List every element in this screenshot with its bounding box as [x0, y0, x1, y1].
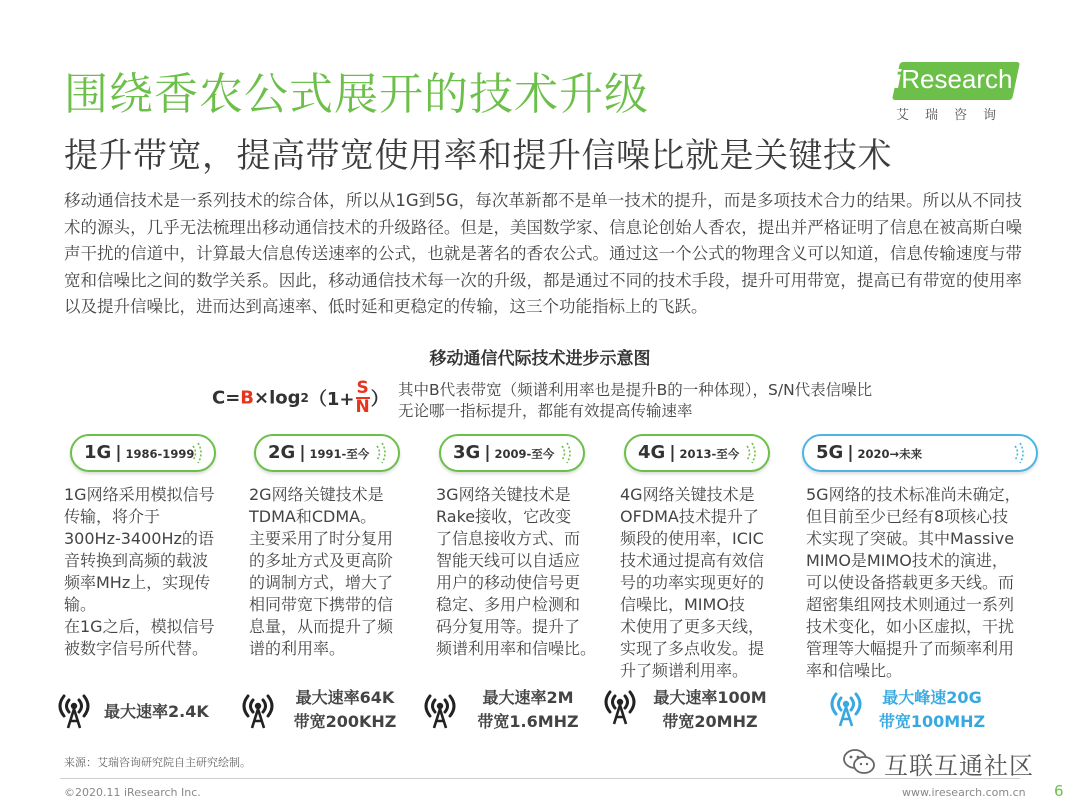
antenna-icon — [826, 688, 866, 728]
antenna-icon — [54, 690, 94, 730]
speed-label-primary: 最大速率100M — [653, 688, 767, 707]
generation-description-2g — [249, 484, 427, 660]
iresearch-logo — [890, 62, 1030, 128]
antenna-icon — [238, 690, 278, 730]
speed-block-5g — [826, 686, 1006, 736]
speed-label-primary: 最大速率2M — [482, 688, 574, 707]
description-line: 相同带宽下携带的信 — [249, 595, 394, 614]
description-line: 超密集组网技术则通过一系列 — [806, 595, 1015, 614]
page-title: 围绕香农公式展开的技术升级 — [64, 69, 649, 120]
antenna-icon — [420, 690, 460, 730]
speed-label-secondary: 带宽1.6MHZ — [477, 712, 579, 731]
formula-bandwidth: B — [240, 387, 255, 409]
generation-years: 2013-至今 — [679, 447, 740, 461]
formula-log-base: 2 — [300, 391, 309, 405]
signal-waves-icon — [374, 442, 388, 464]
generation-years: 2020→未来 — [857, 447, 923, 461]
description-line: 但目前至少已经有8项核心技 — [806, 507, 1009, 526]
source-note: 来源：艾瑞咨询研究院自主研究绘制。 — [64, 756, 251, 769]
speed-label-secondary: 带宽100MHZ — [878, 712, 986, 731]
description-line: 输。 — [64, 595, 97, 614]
speed-block-4g — [600, 686, 790, 736]
speed-block-3g — [420, 686, 600, 736]
generation-years: 1986-1999 — [125, 447, 195, 461]
generation-separator: | — [847, 443, 854, 463]
description-line: 稳定、多用户检测和 — [436, 595, 581, 614]
description-line: 管理等大幅提升了而频率利用 — [806, 639, 1015, 658]
description-line: 传输，将介于 — [64, 507, 161, 526]
description-line: 谱的利用率。 — [249, 639, 346, 658]
formula-desc-line2: 无论哪一指标提升，都能有效提高传输速率 — [398, 402, 693, 420]
generation-separator: | — [299, 443, 306, 463]
description-line: 被数字信号所代替。 — [64, 639, 209, 658]
generation-years: 1991-至今 — [309, 447, 370, 461]
description-line: 1G网络采用模拟信号 — [64, 485, 215, 504]
speed-block-1g — [54, 690, 234, 740]
description-line: 了信息接收方式、而 — [436, 529, 581, 548]
page-number: 6 — [1054, 782, 1064, 800]
description-line: Rake接收，它改变 — [436, 507, 572, 526]
shannon-formula — [212, 380, 389, 424]
generation-pill-3g — [439, 434, 585, 472]
formula-snr-fraction — [356, 380, 370, 416]
description-line: 频率MHz上，实现传 — [64, 573, 211, 592]
description-line: 率和信噪比。 — [806, 661, 903, 680]
formula-noise: N — [355, 397, 370, 417]
description-line: MIMO是MIMO技术的演进， — [806, 551, 1008, 570]
description-line: 300Hz-3400Hz的语 — [64, 529, 214, 548]
signal-waves-icon — [1012, 442, 1026, 464]
formula-description — [398, 380, 872, 422]
speed-label-primary: 最大速率2.4K — [104, 702, 209, 721]
speed-label-primary: 最大峰速20G — [882, 688, 982, 707]
description-line: 4G网络关键技术是 — [620, 485, 755, 504]
description-line: 的调制方式，增大了 — [249, 573, 394, 592]
watermark-text: 互联互通社区 — [884, 752, 1034, 780]
signal-waves-icon — [744, 442, 758, 464]
description-line: 息量，从而提升了频 — [249, 617, 394, 636]
description-line: 术使用了更多天线， — [620, 617, 765, 636]
generation-separator: | — [669, 443, 676, 463]
copyright: ©2020.11 iResearch Inc. — [64, 786, 201, 799]
generation-label: 4G — [638, 442, 666, 463]
description-line: 信噪比，MIMO技 — [620, 595, 745, 614]
logo-brand: Research — [901, 64, 1013, 94]
antenna-icon — [600, 686, 640, 726]
description-line: 升了频谱利用率。 — [620, 661, 749, 680]
diagram-title: 移动通信代际技术进步示意图 — [429, 349, 651, 369]
generation-label: 2G — [268, 442, 296, 463]
description-line: 主要采用了时分复用 — [249, 529, 394, 548]
description-line: 智能天线可以自适应 — [436, 551, 581, 570]
description-line: 码分复用等。提升了 — [436, 617, 581, 636]
generation-pill-2g — [254, 434, 400, 472]
description-line: 实现了多点收发。提 — [620, 639, 765, 658]
generation-description-4g — [620, 484, 792, 682]
description-line: 频谱利用率和信噪比。 — [436, 639, 597, 658]
description-line: TDMA和CDMA。 — [249, 507, 377, 526]
formula-paren-close: ） — [370, 389, 389, 410]
generation-description-1g — [64, 484, 242, 660]
description-line: 在1G之后，模拟信号 — [64, 617, 215, 636]
footer-divider — [60, 778, 1020, 779]
wechat-icon — [842, 748, 876, 776]
speed-label-primary: 最大速率64K — [295, 688, 395, 707]
logo-prefix: i — [894, 64, 902, 94]
generation-pill-5g — [802, 434, 1038, 472]
description-line: 术实现了突破。其中Massive — [806, 529, 1015, 548]
generation-pill-4g — [624, 434, 770, 472]
description-line: 3G网络关键技术是 — [436, 485, 571, 504]
page-subtitle: 提升带宽，提高带宽使用率和提升信噪比就是关键技术 — [64, 136, 892, 176]
description-line: 技术通过提高有效信 — [620, 551, 765, 570]
description-line: 号的功率实现更好的 — [620, 573, 765, 592]
description-line: 用户的移动使信号更 — [436, 573, 581, 592]
generation-separator: | — [115, 443, 122, 463]
formula-log: ×log — [254, 387, 301, 409]
description-line: 5G网络的技术标准尚未确定， — [806, 485, 1021, 504]
website-link[interactable]: www.iresearch.com.cn — [902, 786, 1026, 799]
signal-waves-icon — [190, 442, 204, 464]
logo-subtitle: 艾瑞咨询 — [896, 108, 1013, 123]
intro-paragraph: 移动通信技术是一系列技术的综合体，所以从1G到5G，每次革新都不是单一技术的提升，而是多项技术合力的结果。所以从不同技术的源头，几乎无法梳理出移动通信技术的升级路径。但是，美国数学家、信息论创始人香农，提出并严格证明了信息在被高斯白噪声干扰的信道中，计算最大信息传送速率的公式，也就是著名的香农公式。通过这一个公式的物理含义可以知道，信息传输速度与带宽和信噪比之间的数学关系。因此，移动通信技术每一次的升级，都是通过不同的技术手段，提升可用带宽，提高已有带宽的使用率以及提升信噪比，进而达到高速率、低时延和更稳定的传输，这三个功能指标上的飞跃。 — [64, 191, 1022, 317]
description-line: 可以使设备搭载更多天线。而 — [806, 573, 1015, 592]
description-line: OFDMA技术提升了 — [620, 507, 759, 526]
formula-desc-line1: 其中B代表带宽（频谱利用率也是提升B的一种体现），S/N代表信噪比 — [398, 381, 873, 399]
generation-label: 1G — [84, 442, 112, 463]
description-line: 频段的使用率，ICIC — [620, 529, 764, 548]
formula-paren-open: （1+ — [308, 389, 355, 410]
speed-label-secondary: 带宽20MHZ — [662, 712, 758, 731]
speed-block-2g — [238, 686, 418, 736]
description-line: 2G网络关键技术是 — [249, 485, 384, 504]
generation-pill-1g — [70, 434, 216, 472]
generation-separator: | — [484, 443, 491, 463]
generation-years: 2009-至今 — [494, 447, 555, 461]
signal-waves-icon — [559, 442, 573, 464]
generation-description-5g — [806, 484, 1046, 682]
logo-wordmark — [894, 64, 1013, 95]
generation-label: 5G — [816, 442, 844, 463]
description-line: 的多址方式及更高阶 — [249, 551, 394, 570]
formula-lead: C= — [212, 387, 241, 409]
description-line: 音转换到高频的载波 — [64, 551, 209, 570]
description-line: 技术变化，如小区虚拟，干扰 — [806, 617, 1015, 636]
generation-description-3g — [436, 484, 616, 660]
speed-label-secondary: 带宽200KHZ — [293, 712, 397, 731]
generation-label: 3G — [453, 442, 481, 463]
formula-signal: S — [356, 378, 369, 398]
